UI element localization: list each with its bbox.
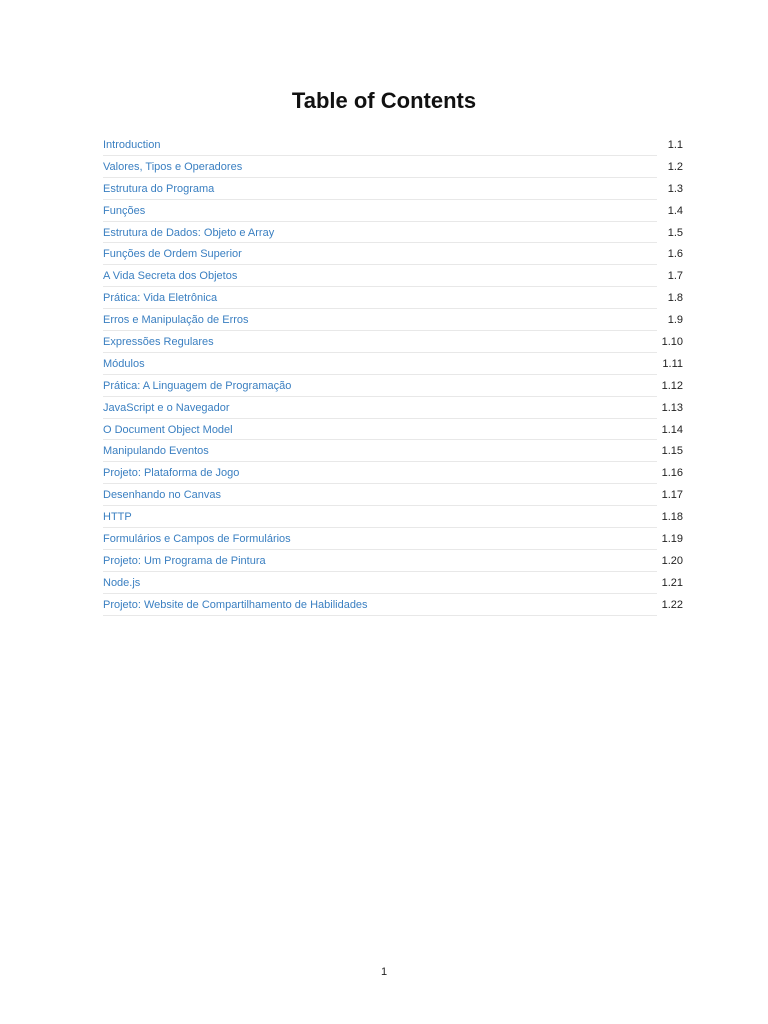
toc-entry-number: 1.20 — [661, 554, 683, 567]
toc-entry-link[interactable]: Estrutura do Programa — [103, 182, 215, 195]
toc-entry-number: 1.17 — [661, 489, 683, 502]
toc-entry — [103, 222, 683, 244]
toc-entry — [103, 462, 683, 484]
toc-entry-number: 1.1 — [667, 138, 683, 151]
toc-entry — [103, 528, 683, 550]
toc-entry-link[interactable]: Manipulando Eventos — [103, 445, 209, 458]
toc-entry-number: 1.19 — [661, 532, 683, 545]
toc-entry-link[interactable]: Módulos — [103, 357, 145, 370]
toc-entry-number: 1.8 — [667, 292, 683, 305]
toc-entry — [103, 572, 683, 594]
toc-entry-link[interactable]: HTTP — [103, 511, 132, 524]
toc-entry-link[interactable]: A Vida Secreta dos Objetos — [103, 270, 238, 283]
toc-entry — [103, 484, 683, 506]
toc-entry-link[interactable]: Prática: A Linguagem de Programação — [103, 379, 292, 392]
toc-entry-link[interactable]: Projeto: Um Programa de Pintura — [103, 554, 266, 567]
toc-entry-link[interactable]: Funções — [103, 204, 146, 217]
toc-entry — [103, 353, 683, 375]
toc-entry — [103, 594, 683, 616]
toc-entry-number: 1.18 — [661, 511, 683, 524]
toc-entry-number: 1.16 — [661, 467, 683, 480]
toc-entry-link[interactable]: Erros e Manipulação de Erros — [103, 314, 249, 327]
toc-entry-number: 1.11 — [662, 357, 683, 370]
page-title: Table of Contents — [291, 88, 477, 113]
toc-entry-link[interactable]: Funções de Ordem Superior — [103, 248, 242, 261]
toc-entry — [103, 506, 683, 528]
toc-entry-link[interactable]: Valores, Tipos e Operadores — [103, 160, 243, 173]
toc-entry — [103, 156, 683, 178]
toc-entry-link[interactable]: Prática: Vida Eletrônica — [103, 292, 218, 305]
toc-entry-link[interactable]: Introduction — [103, 138, 161, 151]
toc-entry-number: 1.3 — [667, 182, 683, 195]
toc-entry-number: 1.5 — [667, 226, 683, 239]
toc-entry-number: 1.4 — [667, 204, 683, 217]
toc-entry — [103, 178, 683, 200]
toc-entry-number: 1.6 — [667, 248, 683, 261]
toc-entry-link[interactable]: JavaScript e o Navegador — [103, 401, 230, 414]
toc-entry — [103, 287, 683, 309]
toc-entry — [103, 397, 683, 419]
toc-entry-link[interactable]: Expressões Regulares — [103, 335, 214, 348]
toc-entry-number: 1.14 — [661, 423, 683, 436]
toc-entry — [103, 550, 683, 572]
toc-entry — [103, 375, 683, 397]
toc-entry — [103, 265, 683, 287]
table-of-contents — [103, 134, 683, 616]
toc-entry — [103, 331, 683, 353]
toc-entry-link[interactable]: Projeto: Plataforma de Jogo — [103, 467, 240, 480]
toc-entry-number: 1.21 — [661, 576, 683, 589]
toc-entry-number: 1.2 — [667, 160, 683, 173]
toc-entry — [103, 134, 683, 156]
toc-entry — [103, 200, 683, 222]
toc-entry-link[interactable]: Projeto: Website de Compartilhamento de Habilidades — [103, 598, 368, 611]
toc-entry-number: 1.7 — [667, 270, 683, 283]
toc-entry-link[interactable]: Formulários e Campos de Formulários — [103, 532, 291, 545]
toc-entry-number: 1.13 — [661, 401, 683, 414]
toc-entry-link[interactable]: Estrutura de Dados: Objeto e Array — [103, 226, 275, 239]
toc-entry-number: 1.9 — [667, 314, 683, 327]
toc-entry — [103, 309, 683, 331]
toc-entry — [103, 243, 683, 265]
toc-entry-link[interactable]: O Document Object Model — [103, 423, 233, 436]
toc-entry-number: 1.12 — [661, 379, 683, 392]
toc-entry-number: 1.22 — [661, 598, 683, 611]
toc-entry — [103, 419, 683, 441]
toc-entry-link[interactable]: Desenhando no Canvas — [103, 489, 222, 502]
page-number: 1 — [380, 966, 388, 978]
toc-entry-number: 1.10 — [661, 335, 683, 348]
toc-entry-number: 1.15 — [661, 445, 683, 458]
toc-entry — [103, 440, 683, 462]
toc-entry-link[interactable]: Node.js — [103, 576, 141, 589]
